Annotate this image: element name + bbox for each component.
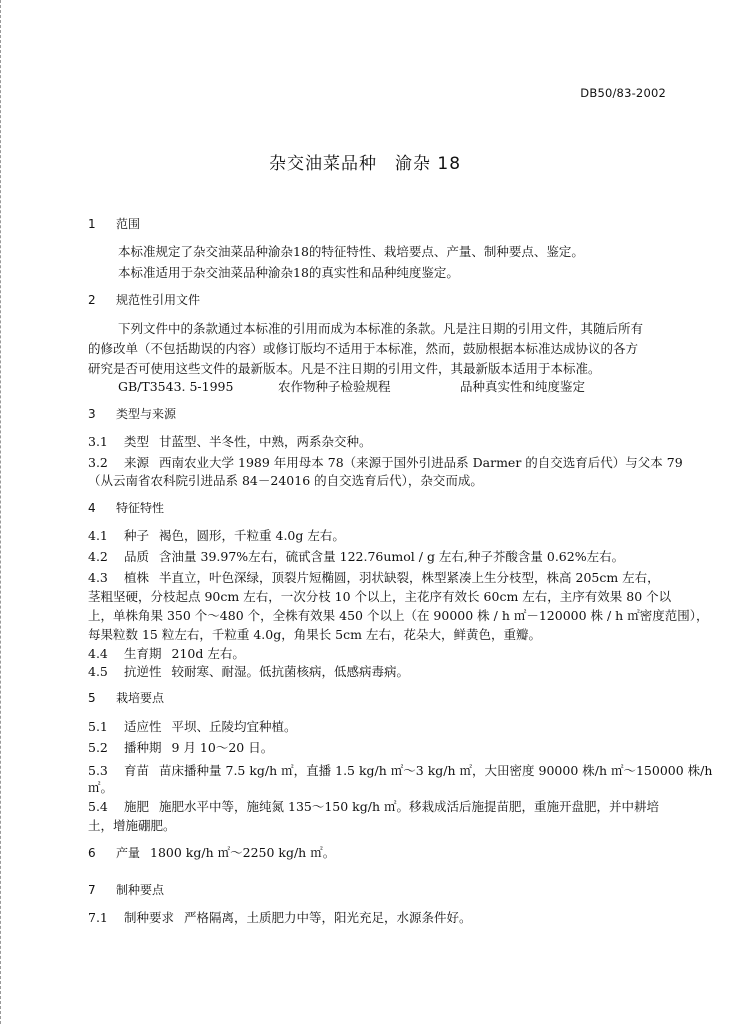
clause-text: 施肥水平中等，施纯氮 135～150 kg/h ㎡。移栽成活后施提苗肥，重施开盘肥，并中耕培 xyxy=(159,799,659,814)
clause-keyword: 施肥 xyxy=(124,799,150,814)
section-number: 3 xyxy=(88,407,96,421)
clause-number: 5.2 xyxy=(88,740,108,755)
clause-keyword: 种子 xyxy=(124,528,150,543)
section-title: 栽培要点 xyxy=(116,691,165,705)
clause-continuation: 上，单株角果 350 个～480 个，全株有效果 450 个以上（在 90000 株 / h ㎡－120000 株 / h ㎡密度范围）， xyxy=(88,608,709,623)
clause-5-2 xyxy=(88,740,668,756)
paragraph-line: 本标准适用于杂交油菜品种渝杂18的真实性和品种纯度鉴定。 xyxy=(118,265,459,280)
section-number: 4 xyxy=(88,501,96,515)
reference-title: 农作物种子检验规程 xyxy=(278,379,391,394)
section-title: 产量 xyxy=(116,846,141,860)
clause-continuation: ㎡。 xyxy=(88,780,114,795)
paragraph-line: 本标准规定了杂交油菜品种渝杂18的特征特性、栽培要点、产量、制种要点、鉴定。 xyxy=(118,244,584,259)
clause-4-4 xyxy=(88,646,668,662)
clause-number: 5.3 xyxy=(88,763,108,778)
clause-keyword: 生育期 xyxy=(124,646,162,661)
section-2-heading xyxy=(88,292,668,308)
section-title: 规范性引用文件 xyxy=(116,293,201,307)
clause-number: 4.3 xyxy=(88,570,108,585)
clause-5-3 xyxy=(88,763,713,779)
clause-number: 4.2 xyxy=(88,549,108,564)
section-number: 2 xyxy=(88,293,96,307)
clause-number: 3.2 xyxy=(88,455,108,470)
document-code: DB50/83-2002 xyxy=(580,86,666,100)
paragraph-line: 下列文件中的条款通过本标准的引用而成为本标准的条款。凡是注日期的引用文件，其随后所有 xyxy=(118,321,644,336)
clause-number: 3.1 xyxy=(88,434,108,449)
clause-text: 210d 左右。 xyxy=(171,646,245,661)
paragraph-line: 的修改单（不包括勘误的内容）或修订版均不适用于本标准，然而，鼓励根据本标准达成协议的各方 xyxy=(88,341,639,356)
section-text: 1800 kg/h ㎡～2250 kg/h ㎡。 xyxy=(150,845,336,860)
clause-number: 4.5 xyxy=(88,664,108,679)
section-6-heading xyxy=(88,845,668,861)
clause-4-1 xyxy=(88,528,668,544)
reference-code: GB/T3543. 5-1995 xyxy=(118,379,234,394)
clause-keyword: 育苗 xyxy=(124,763,150,778)
section-title: 特征特性 xyxy=(116,501,165,515)
clause-5-4 xyxy=(88,799,668,815)
section-title: 范围 xyxy=(116,217,141,231)
clause-keyword: 制种要求 xyxy=(124,910,175,925)
clause-4-3 xyxy=(88,570,668,586)
paragraph-line: 研究是否可使用这些文件的最新版本。凡是不注日期的引用文件，其最新版本适用于本标准。 xyxy=(88,361,601,376)
clause-continuation: （从云南省农科院引进品系 84－24016 的自交选育后代），杂交而成。 xyxy=(88,473,483,488)
clause-4-2 xyxy=(88,549,668,565)
clause-number: 4.4 xyxy=(88,646,108,661)
clause-number: 4.1 xyxy=(88,528,108,543)
clause-continuation: 每果粒数 15 粒左右，千粒重 4.0g，角果长 5cm 左右，花朵大，鲜黄色，重瓣。 xyxy=(88,627,541,642)
clause-continuation: 土，增施硼肥。 xyxy=(88,818,176,833)
section-5-heading xyxy=(88,690,668,706)
section-title: 类型与来源 xyxy=(116,407,177,421)
clause-7-1 xyxy=(88,910,668,926)
clause-text: 9 月 10～20 日。 xyxy=(171,740,274,755)
section-7-heading xyxy=(88,882,668,898)
clause-keyword: 抗逆性 xyxy=(124,664,162,679)
clause-keyword: 类型 xyxy=(124,434,150,449)
clause-text: 含油量 39.97%左右，硫甙含量 122.76umol / g 左右,种子芥酸含量 0.62%左右。 xyxy=(159,549,625,564)
clause-keyword: 来源 xyxy=(124,455,150,470)
clause-number: 5.4 xyxy=(88,799,108,814)
clause-text: 苗床播种量 7.5 kg/h ㎡，直播 1.5 kg/h ㎡～3 kg/h ㎡，大田密度 90000 株/h ㎡～150000 株/h xyxy=(159,763,713,778)
section-number: 7 xyxy=(88,883,96,897)
clause-continuation: 茎粗坚硬，分枝起点 90cm 左右，一次分枝 10 个以上，主花序有效长 60cm 左右，主序有效果 80 个以 xyxy=(88,589,672,604)
reference-subtitle: 品种真实性和纯度鉴定 xyxy=(460,379,586,394)
clause-text: 半直立，叶色深绿，顶裂片短椭圆，羽状缺裂，株型紧凑上生分枝型，株高 205cm 左右， xyxy=(159,570,660,585)
clause-3-1 xyxy=(88,434,668,450)
section-4-heading xyxy=(88,500,668,516)
section-3-heading xyxy=(88,406,668,422)
clause-4-5 xyxy=(88,664,668,680)
section-number: 1 xyxy=(88,217,96,231)
clause-text: 严格隔离，土质肥力中等，阳光充足，水源条件好。 xyxy=(184,910,472,925)
clause-number: 7.1 xyxy=(88,910,108,925)
reference-entry xyxy=(118,379,698,395)
clause-text: 褐色，圆形，千粒重 4.0g 左右。 xyxy=(159,528,345,543)
clause-text: 甘蓝型、半冬性，中熟，两系杂交种。 xyxy=(159,434,372,449)
section-number: 6 xyxy=(88,846,96,860)
clause-text: 平坝、丘陵均宜种植。 xyxy=(171,719,297,734)
section-number: 5 xyxy=(88,691,96,705)
clause-text: 较耐寒、耐湿。低抗菌核病，低感病毒病。 xyxy=(171,664,410,679)
clause-3-2 xyxy=(88,455,683,471)
clause-keyword: 播种期 xyxy=(124,740,162,755)
section-title: 制种要点 xyxy=(116,883,165,897)
clause-number: 5.1 xyxy=(88,719,108,734)
clause-keyword: 适应性 xyxy=(124,719,162,734)
clause-5-1 xyxy=(88,719,668,735)
document-title: 杂交油菜品种 渝杂 18 xyxy=(268,154,462,174)
section-1-heading xyxy=(88,216,668,232)
clause-text: 西南农业大学 1989 年用母本 78（来源于国外引进品系 Darmer 的自交选育后代）与父本 79 xyxy=(159,455,683,470)
clause-keyword: 品质 xyxy=(124,549,150,564)
clause-keyword: 植株 xyxy=(124,570,150,585)
